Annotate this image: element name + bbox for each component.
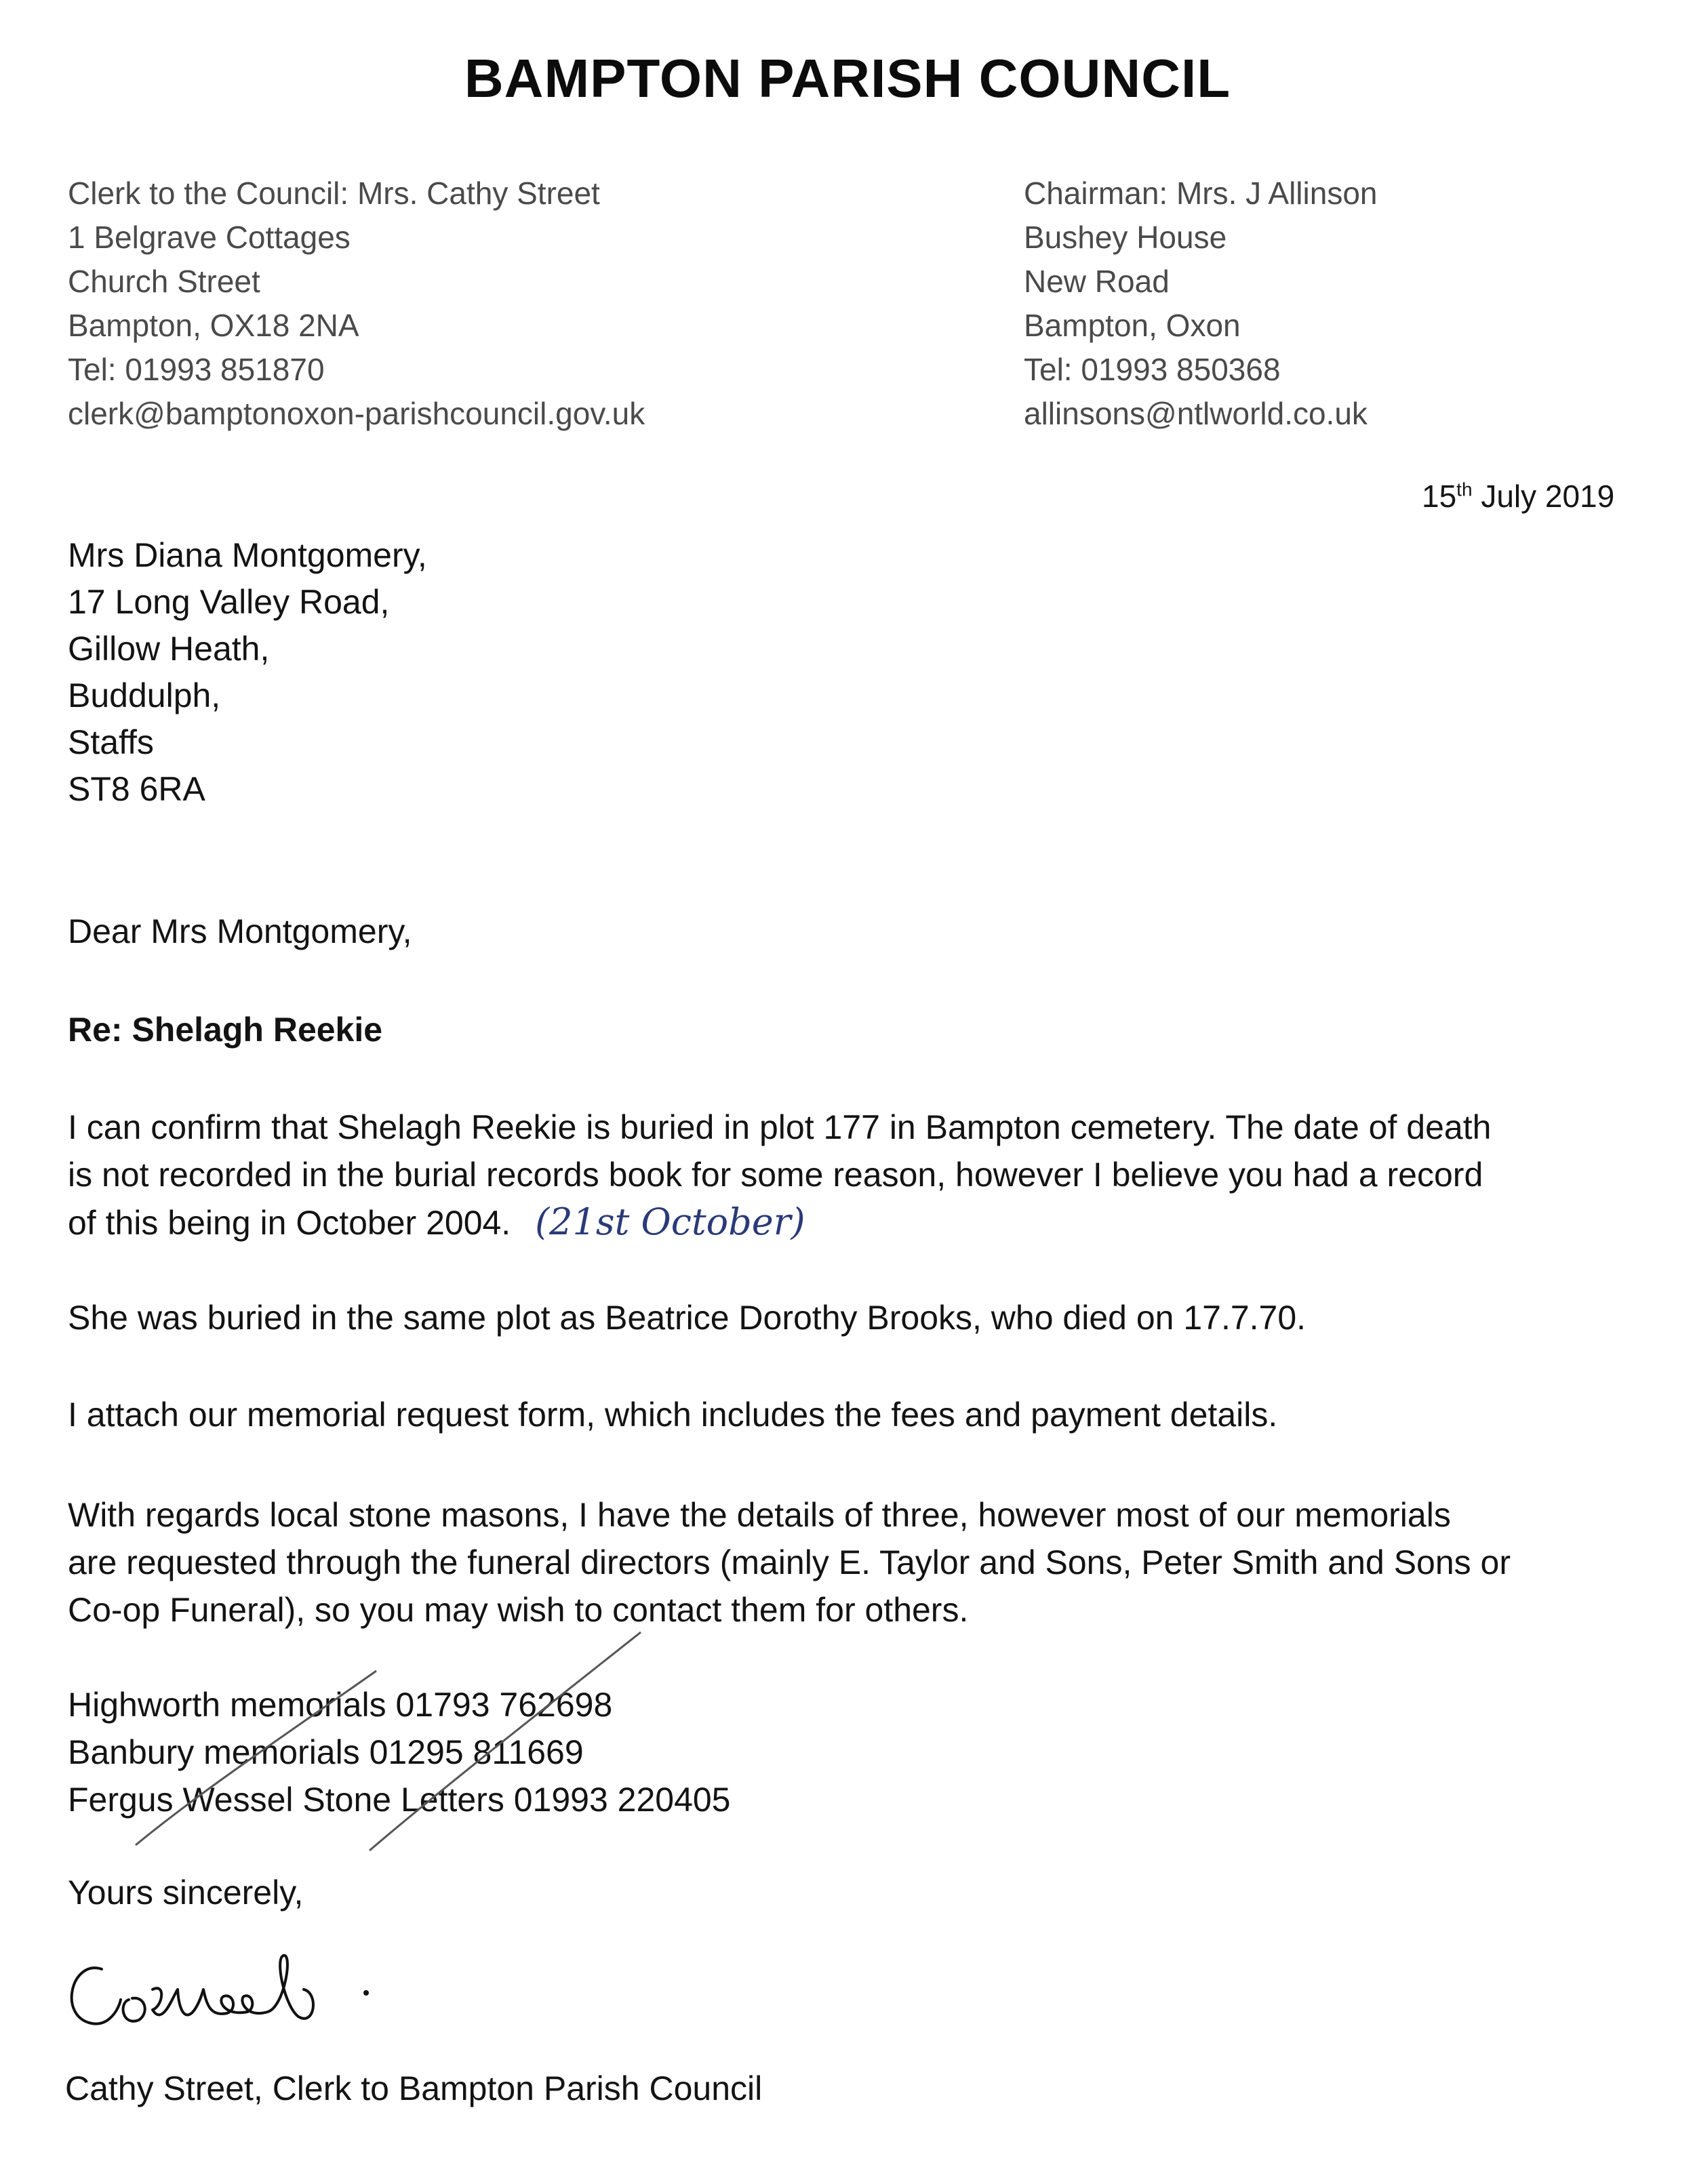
- chairman-address-line: New Road: [1024, 264, 1170, 299]
- paragraph-attachment: I attach our memorial request form, which includes the fees and payment details.: [68, 1396, 1278, 1434]
- mason-entry: Fergus Wessel Stone Letters 01993 220405: [68, 1781, 731, 1819]
- paragraph-line: is not recorded in the burial records book for some reason, however I believe you had a record: [68, 1156, 1483, 1194]
- date-month-year: July 2019: [1481, 479, 1615, 514]
- chairman-address-line: Bampton, Oxon: [1024, 308, 1241, 343]
- clerk-name: Clerk to the Council: Mrs. Cathy Street: [68, 176, 600, 211]
- chairman-phone: Tel: 01993 850368: [1024, 352, 1281, 387]
- clerk-address-line: 1 Belgrave Cottages: [68, 220, 351, 255]
- date-day: 15: [1422, 479, 1457, 514]
- handwritten-date-note: (21st October): [535, 1200, 805, 1243]
- salutation: Dear Mrs Montgomery,: [68, 912, 412, 950]
- paragraph-line: are requested through the funeral directors (mainly E. Taylor and Sons, Peter Smith and Sons or: [68, 1543, 1511, 1581]
- clerk-address-line: Bampton, OX18 2NA: [68, 308, 359, 343]
- paragraph-line: I can confirm that Shelagh Reekie is buried in plot 177 in Bampton cemetery. The date of death: [68, 1108, 1492, 1146]
- recipient-address-line: 17 Long Valley Road,: [68, 583, 390, 621]
- signature-mark: [72, 1956, 313, 2024]
- signoff: Cathy Street, Clerk to Bampton Parish Council: [65, 2069, 763, 2107]
- recipient-postcode: ST8 6RA: [68, 770, 205, 808]
- recipient-name: Mrs Diana Montgomery,: [68, 536, 427, 574]
- recipient-address-line: Gillow Heath,: [68, 630, 270, 668]
- subject-line: Re: Shelagh Reekie: [68, 1011, 383, 1049]
- chairman-name: Chairman: Mrs. J Allinson: [1024, 176, 1378, 211]
- date-suffix: th: [1456, 479, 1473, 500]
- pen-stroke-mark: [136, 1671, 376, 1845]
- pen-stroke-mark: [370, 1632, 641, 1851]
- council-title: BAMPTON PARISH COUNCIL: [464, 48, 1231, 108]
- paragraph-line: With regards local stone masons, I have the details of three, however most of our memorials: [68, 1496, 1451, 1534]
- paragraph-line-text: of this being in October 2004.: [68, 1204, 511, 1242]
- closing: Yours sincerely,: [68, 1874, 304, 1912]
- mason-entry: Highworth memorials 01793 762698: [68, 1686, 613, 1724]
- signature-dot: [363, 1990, 369, 1996]
- recipient-address-line: Buddulph,: [68, 676, 221, 714]
- chairman-address-line: Bushey House: [1024, 220, 1227, 255]
- chairman-email: allinsons@ntlworld.co.uk: [1024, 396, 1368, 431]
- clerk-email: clerk@bamptonoxon-parishcouncil.gov.uk: [68, 396, 645, 431]
- mason-entry: Banbury memorials 01295 811669: [68, 1733, 584, 1771]
- paragraph-plot: She was buried in the same plot as Beatrice Dorothy Brooks, who died on 17.7.70.: [68, 1299, 1307, 1337]
- clerk-address-line: Church Street: [68, 264, 260, 299]
- paragraph-line: Co-op Funeral), so you may wish to contact them for others.: [68, 1591, 969, 1629]
- recipient-address-line: Staffs: [68, 723, 154, 761]
- clerk-phone: Tel: 01993 851870: [68, 352, 325, 387]
